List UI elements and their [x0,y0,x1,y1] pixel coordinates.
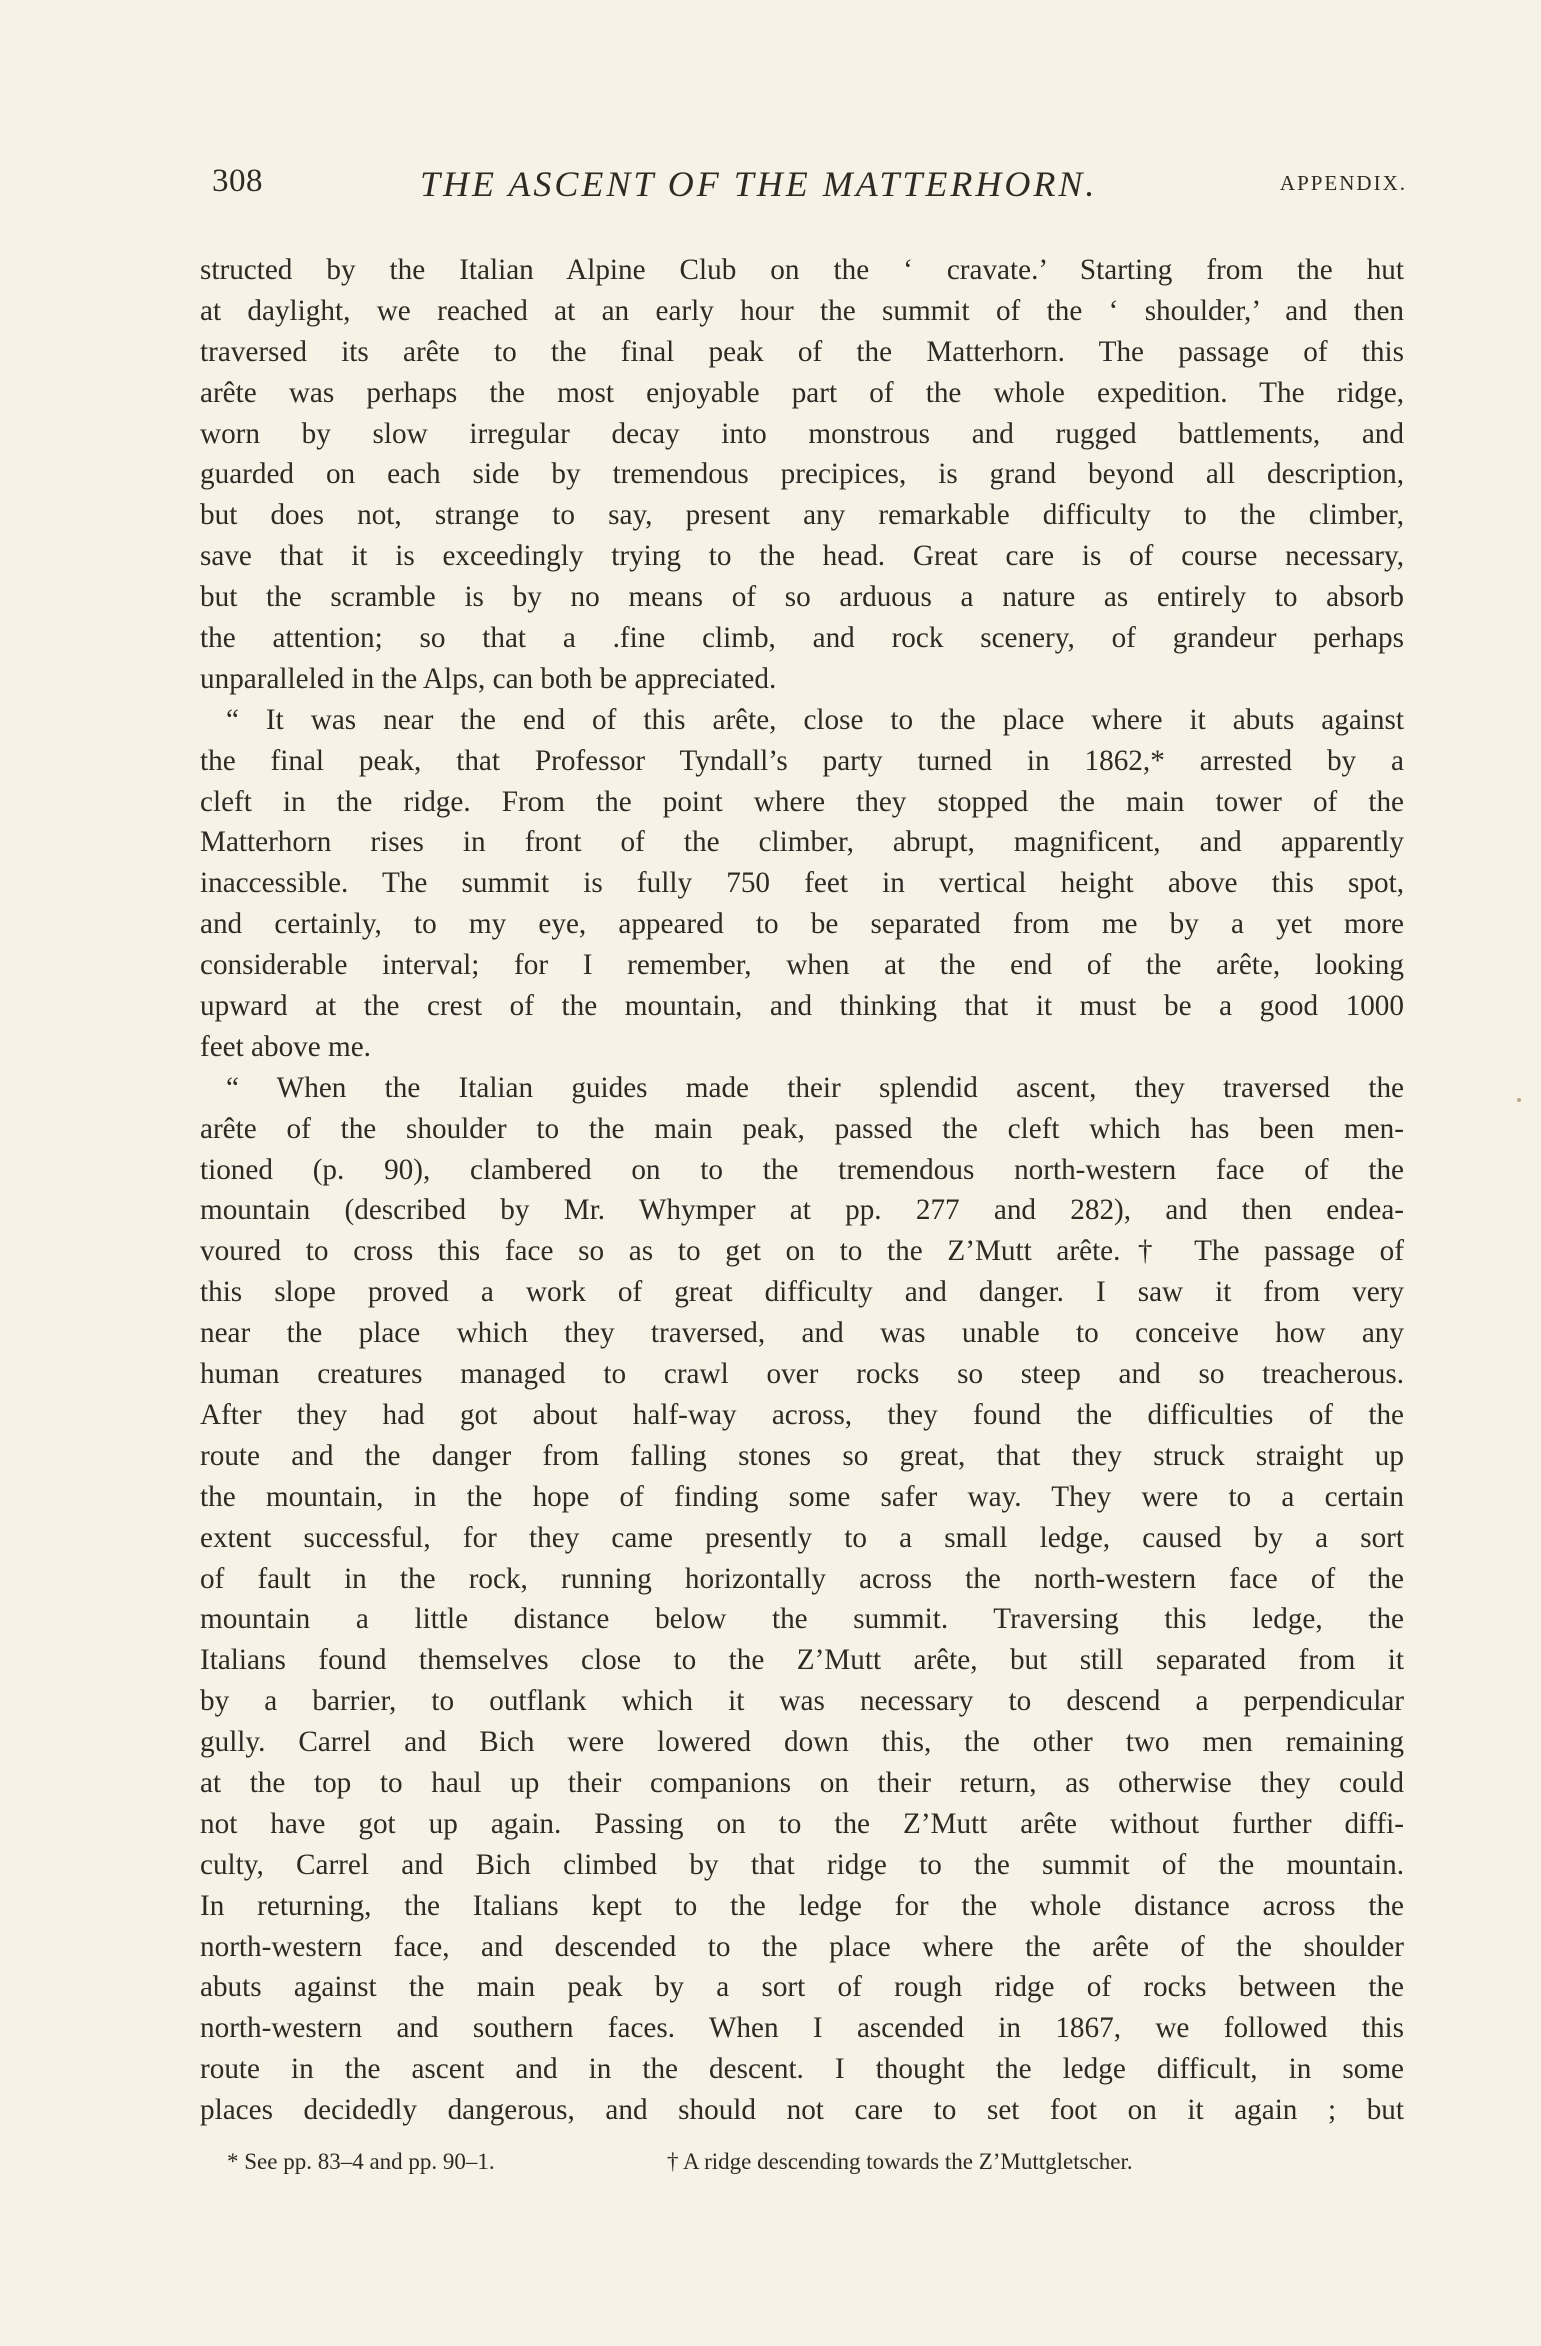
text-line: and certainly, to my eye, appeared to be separated from me by a yet more [200,908,1404,941]
text-line: unparalleled in the Alps, can both be appreciated. [200,662,777,695]
text-line: considerable interval; for I remember, when at the end of the arête, looking [200,949,1404,982]
footnotes [227,2149,1407,2189]
text-line: upward at the crest of the mountain, and thinking that it must be a good 1000 [200,990,1404,1023]
text-line: mountain a little distance below the summit. Traversing this ledge, the [200,1603,1404,1636]
text-line: worn by slow irregular decay into monstrous and rugged battlements, and [200,417,1404,450]
text-line: this slope proved a work of great difficulty and danger. I saw it from very [200,1276,1404,1309]
section-label: APPENDIX. [1279,171,1407,195]
text-line: gully. Carrel and Bich were lowered down this, the other two men remaining [200,1726,1404,1759]
body-text [200,250,1404,2131]
text-line: but does not, strange to say, present any remarkable difficulty to the climber, [200,499,1404,532]
text-line: at daylight, we reached at an early hour the summit of the ‘ shoulder,’ and then [200,294,1404,327]
text-line: Matterhorn rises in front of the climber, abrupt, magnificent, and apparently [200,826,1404,859]
text-line: “ It was near the end of this arête, close to the place where it abuts against [226,703,1404,736]
text-line: route and the danger from falling stones so great, that they struck straight up [200,1439,1404,1472]
text-line: arête of the shoulder to the main peak, passed the cleft which has been men- [200,1112,1404,1145]
text-line: save that it is exceedingly trying to the head. Great care is of course necessary, [200,540,1404,573]
text-line: guarded on each side by tremendous precipices, is grand beyond all description, [200,458,1404,491]
text-line: not have got up again. Passing on to the Z’Mutt arête without further diffi- [200,1807,1404,1840]
text-line: but the scramble is by no means of so arduous a nature as entirely to absorb [200,581,1404,614]
text-line: inaccessible. The summit is fully 750 feet in vertical height above this spot, [200,867,1404,900]
text-line: route in the ascent and in the descent. I thought the ledge difficult, in some [200,2053,1404,2086]
text-line: Italians found themselves close to the Z’Mutt arête, but still separated from it [200,1644,1404,1677]
text-line: abuts against the main peak by a sort of rough ridge of rocks between the [200,1971,1404,2004]
page-number: 308 [212,163,263,199]
text-line: tioned (p. 90), clambered on to the tremendous north-western face of the [200,1153,1404,1186]
text-line: near the place which they traversed, and was unable to conceive how any [200,1317,1404,1350]
text-line: north-western and southern faces. When I ascended in 1867, we followed this [200,2012,1404,2045]
text-line: at the top to haul up their companions on their return, as otherwise they could [200,1766,1404,1799]
text-line: north-western face, and descended to the place where the arête of the shoulder [200,1930,1404,1963]
paper-speck [1517,1098,1521,1102]
text-line: arête was perhaps the most enjoyable part of the whole expedition. The ridge, [200,376,1404,409]
text-line: structed by the Italian Alpine Club on the ‘ cravate.’ Starting from the hut [200,254,1404,286]
text-line: cleft in the ridge. From the point where they stopped the main tower of the [200,785,1404,818]
text-line: human creatures managed to crawl over rocks so steep and so treacherous. [200,1358,1404,1391]
text-line: by a barrier, to outflank which it was necessary to descend a perpendicular [200,1685,1404,1718]
footnote-1: * See pp. 83–4 and pp. 90–1. [227,2149,495,2174]
text-line: In returning, the Italians kept to the ledge for the whole distance across the [200,1889,1404,1922]
text-line: the mountain, in the hope of finding some safer way. They were to a certain [200,1480,1404,1513]
text-line: extent successful, for they came presently to a small ledge, caused by a sort [200,1521,1404,1554]
text-line: the final peak, that Professor Tyndall’s party turned in 1862,* arrested by a [200,744,1404,777]
text-line: the attention; so that a .fine climb, and rock scenery, of grandeur perhaps [200,622,1404,655]
text-line: traversed its arête to the final peak of the Matterhorn. The passage of this [200,335,1404,368]
running-title: THE ASCENT OF THE MATTERHORN. [420,164,1098,204]
text-line: “ When the Italian guides made their splendid ascent, they traversed the [226,1071,1404,1104]
running-head [212,163,1407,213]
text-line: After they had got about half-way across, they found the difficulties of the [200,1398,1404,1431]
text-line: voured to cross this face so as to get on to the Z’Mutt arête.† The passage of [200,1235,1404,1268]
text-line: places decidedly dangerous, and should not care to set foot on it again ; but [200,2094,1404,2127]
text-line: of fault in the rock, running horizontally across the north-western face of the [200,1562,1404,1595]
footnote-2: † A ridge descending towards the Z’Muttgletscher. [667,2149,1133,2174]
text-line: culty, Carrel and Bich climbed by that ridge to the summit of the mountain. [200,1848,1404,1881]
text-line: mountain (described by Mr. Whymper at pp. 277 and 282), and then endea- [200,1194,1404,1227]
text-line: feet above me. [200,1030,371,1063]
